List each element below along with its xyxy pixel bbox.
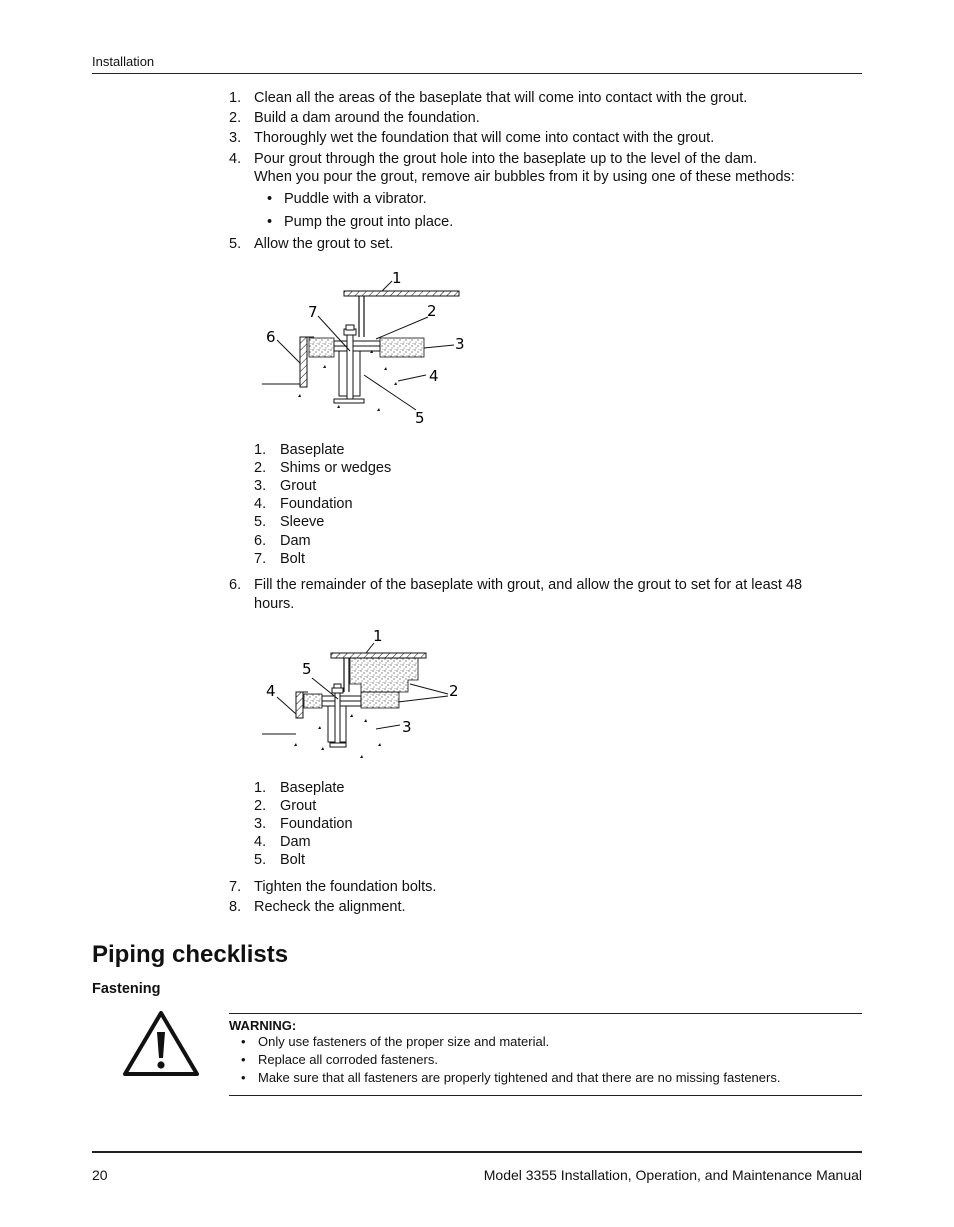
baseplate-flange [344,291,459,296]
warning-triangle-icon [122,1010,200,1078]
leader-line [277,340,300,363]
warning-rule-bottom [229,1095,862,1096]
legend-label: Foundation [280,496,353,512]
bullet-dot: • [241,1052,246,1067]
legend-number: 3. [254,816,267,832]
legend-label: Bolt [280,551,305,567]
callout-label: 4 [429,367,439,385]
callout-label: 3 [455,335,465,353]
leader-line [277,697,296,714]
leader-line [398,696,448,702]
warning-heading: WARNING: [229,1018,297,1033]
warning-text: Replace all corroded fasteners. [258,1052,438,1067]
bolt [347,329,353,399]
step-text: Tighten the foundation bolts. [254,879,437,895]
callout-label: 7 [308,303,318,321]
grouting-diagram-1 [258,265,473,430]
baseplate-flange [331,653,426,658]
legend-label: Baseplate [280,442,345,458]
legend-label: Dam [280,834,311,850]
leader-line [382,281,392,291]
grouting-diagram-2 [258,622,473,767]
step-number: 2. [229,110,242,126]
shims [334,346,380,351]
bolt-base [334,399,364,403]
header-rule [92,73,862,74]
bolt-nut [334,684,341,688]
bullet-dot: • [241,1034,246,1049]
legend-number: 2. [254,798,267,814]
step-text: Recheck the alignment. [254,899,406,915]
step-number: 3. [229,130,242,146]
legend-number: 5. [254,514,267,530]
callout-label: 2 [427,302,437,320]
warning-text: Make sure that all fasteners are properly tightened and that there are no missing fasteners. [258,1070,781,1085]
page-number: 20 [92,1167,108,1183]
step-number: 1. [229,90,242,106]
bullet-text: Puddle with a vibrator. [284,191,427,207]
legend-number: 3. [254,478,267,494]
legend-label: Dam [280,533,311,549]
legend-label: Grout [280,798,317,814]
callout-label: 6 [266,328,276,346]
legend-number: 4. [254,834,267,850]
grout-left [309,338,334,357]
callout-label: 1 [373,627,383,645]
legend-label: Baseplate [280,780,345,796]
step-text: When you pour the grout, remove air bubbles from it by using one of these methods: [254,169,795,185]
grout-right [380,338,424,357]
leader-line [424,345,454,348]
step-number: 7. [229,879,242,895]
grout-right [361,692,399,708]
bullet-dot: • [241,1070,246,1085]
bolt-nut [346,325,354,330]
warning-text: Only use fasteners of the proper size and material. [258,1034,550,1049]
legend-label: Foundation [280,816,353,832]
step-number: 6. [229,577,242,593]
leader-line [410,684,448,694]
leader-line [376,725,400,729]
footer-rule [92,1151,862,1153]
callout-label: 5 [415,409,425,427]
legend-label: Grout [280,478,317,494]
legend-label: Bolt [280,852,305,868]
callout-label: 2 [449,682,459,700]
dam [296,692,303,718]
warning-exclamation-dot [157,1061,164,1068]
legend-label: Sleeve [280,514,325,530]
legend-number: 2. [254,460,267,476]
step-text: Allow the grout to set. [254,236,394,252]
bullet-dot: • [267,214,273,230]
bolt-nut [332,688,343,693]
bolt-base [330,743,346,747]
legend-label: Shims or wedges [280,460,392,476]
grout-fill [350,658,418,692]
step-number: 8. [229,899,242,915]
step-text: Thoroughly wet the foundation that will come into contact with the grout. [254,130,715,146]
legend-number: 4. [254,496,267,512]
warning-exclamation [157,1032,165,1058]
leader-line [364,375,416,410]
leader-line [376,317,428,339]
footer-title: Model 3355 Installation, Operation, and Maintenance Manual [483,1167,862,1183]
callout-label: 1 [392,269,402,287]
bolt [335,686,340,744]
legend-number: 5. [254,852,267,868]
leader-line [398,375,426,381]
step-text: Pour grout through the grout hole into the baseplate up to the level of the dam. [254,151,758,167]
legend-number: 7. [254,551,267,567]
step-text: Build a dam around the foundation. [254,110,480,126]
subsection-title: Fastening [92,981,161,997]
legend-number: 1. [254,780,267,796]
bullet-text: Pump the grout into place. [284,214,454,230]
shims [322,696,361,701]
step-item [229,576,849,616]
callout-label: 5 [302,660,312,678]
callout-label: 4 [266,682,276,700]
dam [300,337,307,387]
step-text: Clean all the areas of the baseplate that will come into contact with the grout. [254,90,748,106]
step-text: Fill the remainder of the baseplate with grout, and allow the grout to set for at least 48 hours. [254,577,803,612]
bullet-dot: • [267,191,273,207]
step-number: 5. [229,236,242,252]
legend-number: 1. [254,442,267,458]
running-header: Installation [92,54,155,69]
step-number: 4. [229,151,242,167]
grout-left [304,694,322,708]
section-title: Piping checklists [92,941,289,968]
legend-number: 6. [254,533,267,549]
warning-rule-top [229,1013,862,1014]
callout-label: 3 [402,718,412,736]
shims [322,701,361,706]
